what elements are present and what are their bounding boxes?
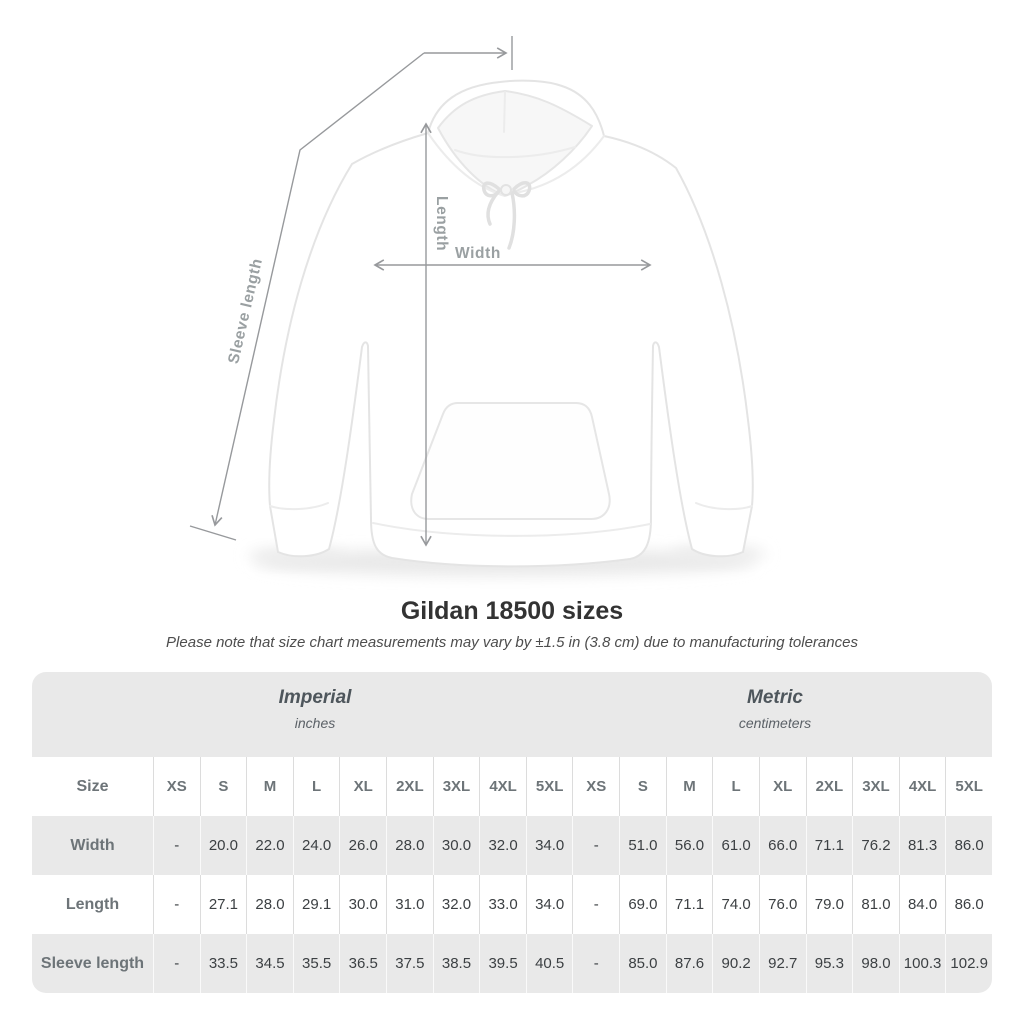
row-label: Sleeve length bbox=[40, 954, 145, 972]
cell-metric: 74.0 bbox=[712, 875, 759, 934]
cell-imperial: 24.0 bbox=[293, 816, 340, 875]
cell-imperial: 33.0 bbox=[479, 875, 526, 934]
col-header-metric-xs: XS bbox=[572, 757, 619, 816]
col-header-metric-s: S bbox=[619, 757, 666, 816]
col-header-metric-l: L bbox=[712, 757, 759, 816]
col-header-imperial-l: L bbox=[293, 757, 340, 816]
cell-imperial: 28.0 bbox=[246, 875, 293, 934]
cell-metric: 85.0 bbox=[619, 934, 666, 993]
col-header-imperial-3xl: 3XL bbox=[433, 757, 480, 816]
col-header-metric-2xl: 2XL bbox=[806, 757, 853, 816]
col-header-imperial-4xl: 4XL bbox=[479, 757, 526, 816]
cell-metric: 76.0 bbox=[759, 875, 806, 934]
sleeve-length-label: Sleeve length bbox=[225, 256, 267, 366]
cell-imperial: 31.0 bbox=[386, 875, 433, 934]
cell-imperial: 28.0 bbox=[386, 816, 433, 875]
cell-imperial: 22.0 bbox=[246, 816, 293, 875]
row-label: Width bbox=[70, 836, 115, 854]
size-col-header: Size bbox=[76, 777, 109, 795]
cell-metric: 86.0 bbox=[945, 875, 992, 934]
row-label: Length bbox=[65, 895, 120, 913]
cell-imperial: 26.0 bbox=[339, 816, 386, 875]
col-header-imperial-xl: XL bbox=[339, 757, 386, 816]
cell-metric: 56.0 bbox=[666, 816, 713, 875]
cell-metric: 102.9 bbox=[945, 934, 992, 993]
cell-metric: 79.0 bbox=[806, 875, 853, 934]
cell-imperial: 35.5 bbox=[293, 934, 340, 993]
tolerance-note: Please note that size chart measurements may vary by ±1.5 in (3.8 cm) due to manufacturing tolerances bbox=[166, 634, 858, 651]
cell-metric: 84.0 bbox=[899, 875, 946, 934]
col-header-metric-xl: XL bbox=[759, 757, 806, 816]
table-row bbox=[32, 934, 992, 993]
cell-imperial: 40.5 bbox=[526, 934, 573, 993]
col-header-metric-4xl: 4XL bbox=[899, 757, 946, 816]
col-header-imperial-xs: XS bbox=[153, 757, 200, 816]
cell-metric: 71.1 bbox=[806, 816, 853, 875]
col-header-metric-m: M bbox=[666, 757, 713, 816]
cell-imperial: 30.0 bbox=[339, 875, 386, 934]
size-table-rows bbox=[32, 757, 992, 993]
cell-imperial: 34.0 bbox=[526, 816, 573, 875]
hoodie-image bbox=[269, 81, 753, 567]
cell-imperial: 34.0 bbox=[526, 875, 573, 934]
col-header-metric-3xl: 3XL bbox=[852, 757, 899, 816]
col-header-imperial-5xl: 5XL bbox=[526, 757, 573, 816]
cell-imperial: 38.5 bbox=[433, 934, 480, 993]
table-row bbox=[32, 816, 992, 875]
cell-metric: 69.0 bbox=[619, 875, 666, 934]
cell-metric: 98.0 bbox=[852, 934, 899, 993]
cell-metric: 61.0 bbox=[712, 816, 759, 875]
cell-metric: 81.3 bbox=[899, 816, 946, 875]
cell-imperial: 39.5 bbox=[479, 934, 526, 993]
width-label: Width bbox=[455, 245, 501, 262]
col-header-imperial-s: S bbox=[200, 757, 247, 816]
metric-label: Metric bbox=[747, 687, 803, 708]
cell-metric: - bbox=[572, 816, 619, 875]
cell-metric: 95.3 bbox=[806, 934, 853, 993]
cell-imperial: 33.5 bbox=[200, 934, 247, 993]
metric-unit-group bbox=[665, 687, 885, 731]
imperial-unit-label: inches bbox=[294, 715, 336, 731]
cell-metric: - bbox=[572, 875, 619, 934]
cell-metric: 66.0 bbox=[759, 816, 806, 875]
cell-imperial: 30.0 bbox=[433, 816, 480, 875]
cell-imperial: 20.0 bbox=[200, 816, 247, 875]
sleeve-cuff-tick bbox=[190, 526, 236, 540]
col-header-imperial-2xl: 2XL bbox=[386, 757, 433, 816]
metric-unit-label: centimeters bbox=[738, 715, 812, 731]
table-header-row bbox=[32, 757, 992, 816]
cell-metric: 100.3 bbox=[899, 934, 946, 993]
cell-imperial: 34.5 bbox=[246, 934, 293, 993]
cell-metric: 76.2 bbox=[852, 816, 899, 875]
cell-imperial: 36.5 bbox=[339, 934, 386, 993]
imperial-label: Imperial bbox=[278, 687, 352, 708]
size-table bbox=[32, 672, 992, 993]
cell-metric: 90.2 bbox=[712, 934, 759, 993]
cell-metric: - bbox=[572, 934, 619, 993]
cell-imperial: 29.1 bbox=[293, 875, 340, 934]
cell-metric: 86.0 bbox=[945, 816, 992, 875]
cell-imperial: 32.0 bbox=[433, 875, 480, 934]
col-header-imperial-m: M bbox=[246, 757, 293, 816]
cell-imperial: 37.5 bbox=[386, 934, 433, 993]
cell-metric: 87.6 bbox=[666, 934, 713, 993]
cell-metric: 81.0 bbox=[852, 875, 899, 934]
col-header-metric-5xl: 5XL bbox=[945, 757, 992, 816]
imperial-unit-group bbox=[205, 687, 425, 731]
cell-imperial: - bbox=[153, 934, 200, 993]
table-row bbox=[32, 875, 992, 934]
cell-metric: 92.7 bbox=[759, 934, 806, 993]
cell-metric: 51.0 bbox=[619, 816, 666, 875]
unit-band bbox=[32, 672, 992, 757]
cell-imperial: - bbox=[153, 875, 200, 934]
cell-imperial: 32.0 bbox=[479, 816, 526, 875]
length-label: Length bbox=[433, 196, 450, 252]
cell-imperial: - bbox=[153, 816, 200, 875]
page-title: Gildan 18500 sizes bbox=[400, 597, 624, 625]
cell-imperial: 27.1 bbox=[200, 875, 247, 934]
cell-metric: 71.1 bbox=[666, 875, 713, 934]
